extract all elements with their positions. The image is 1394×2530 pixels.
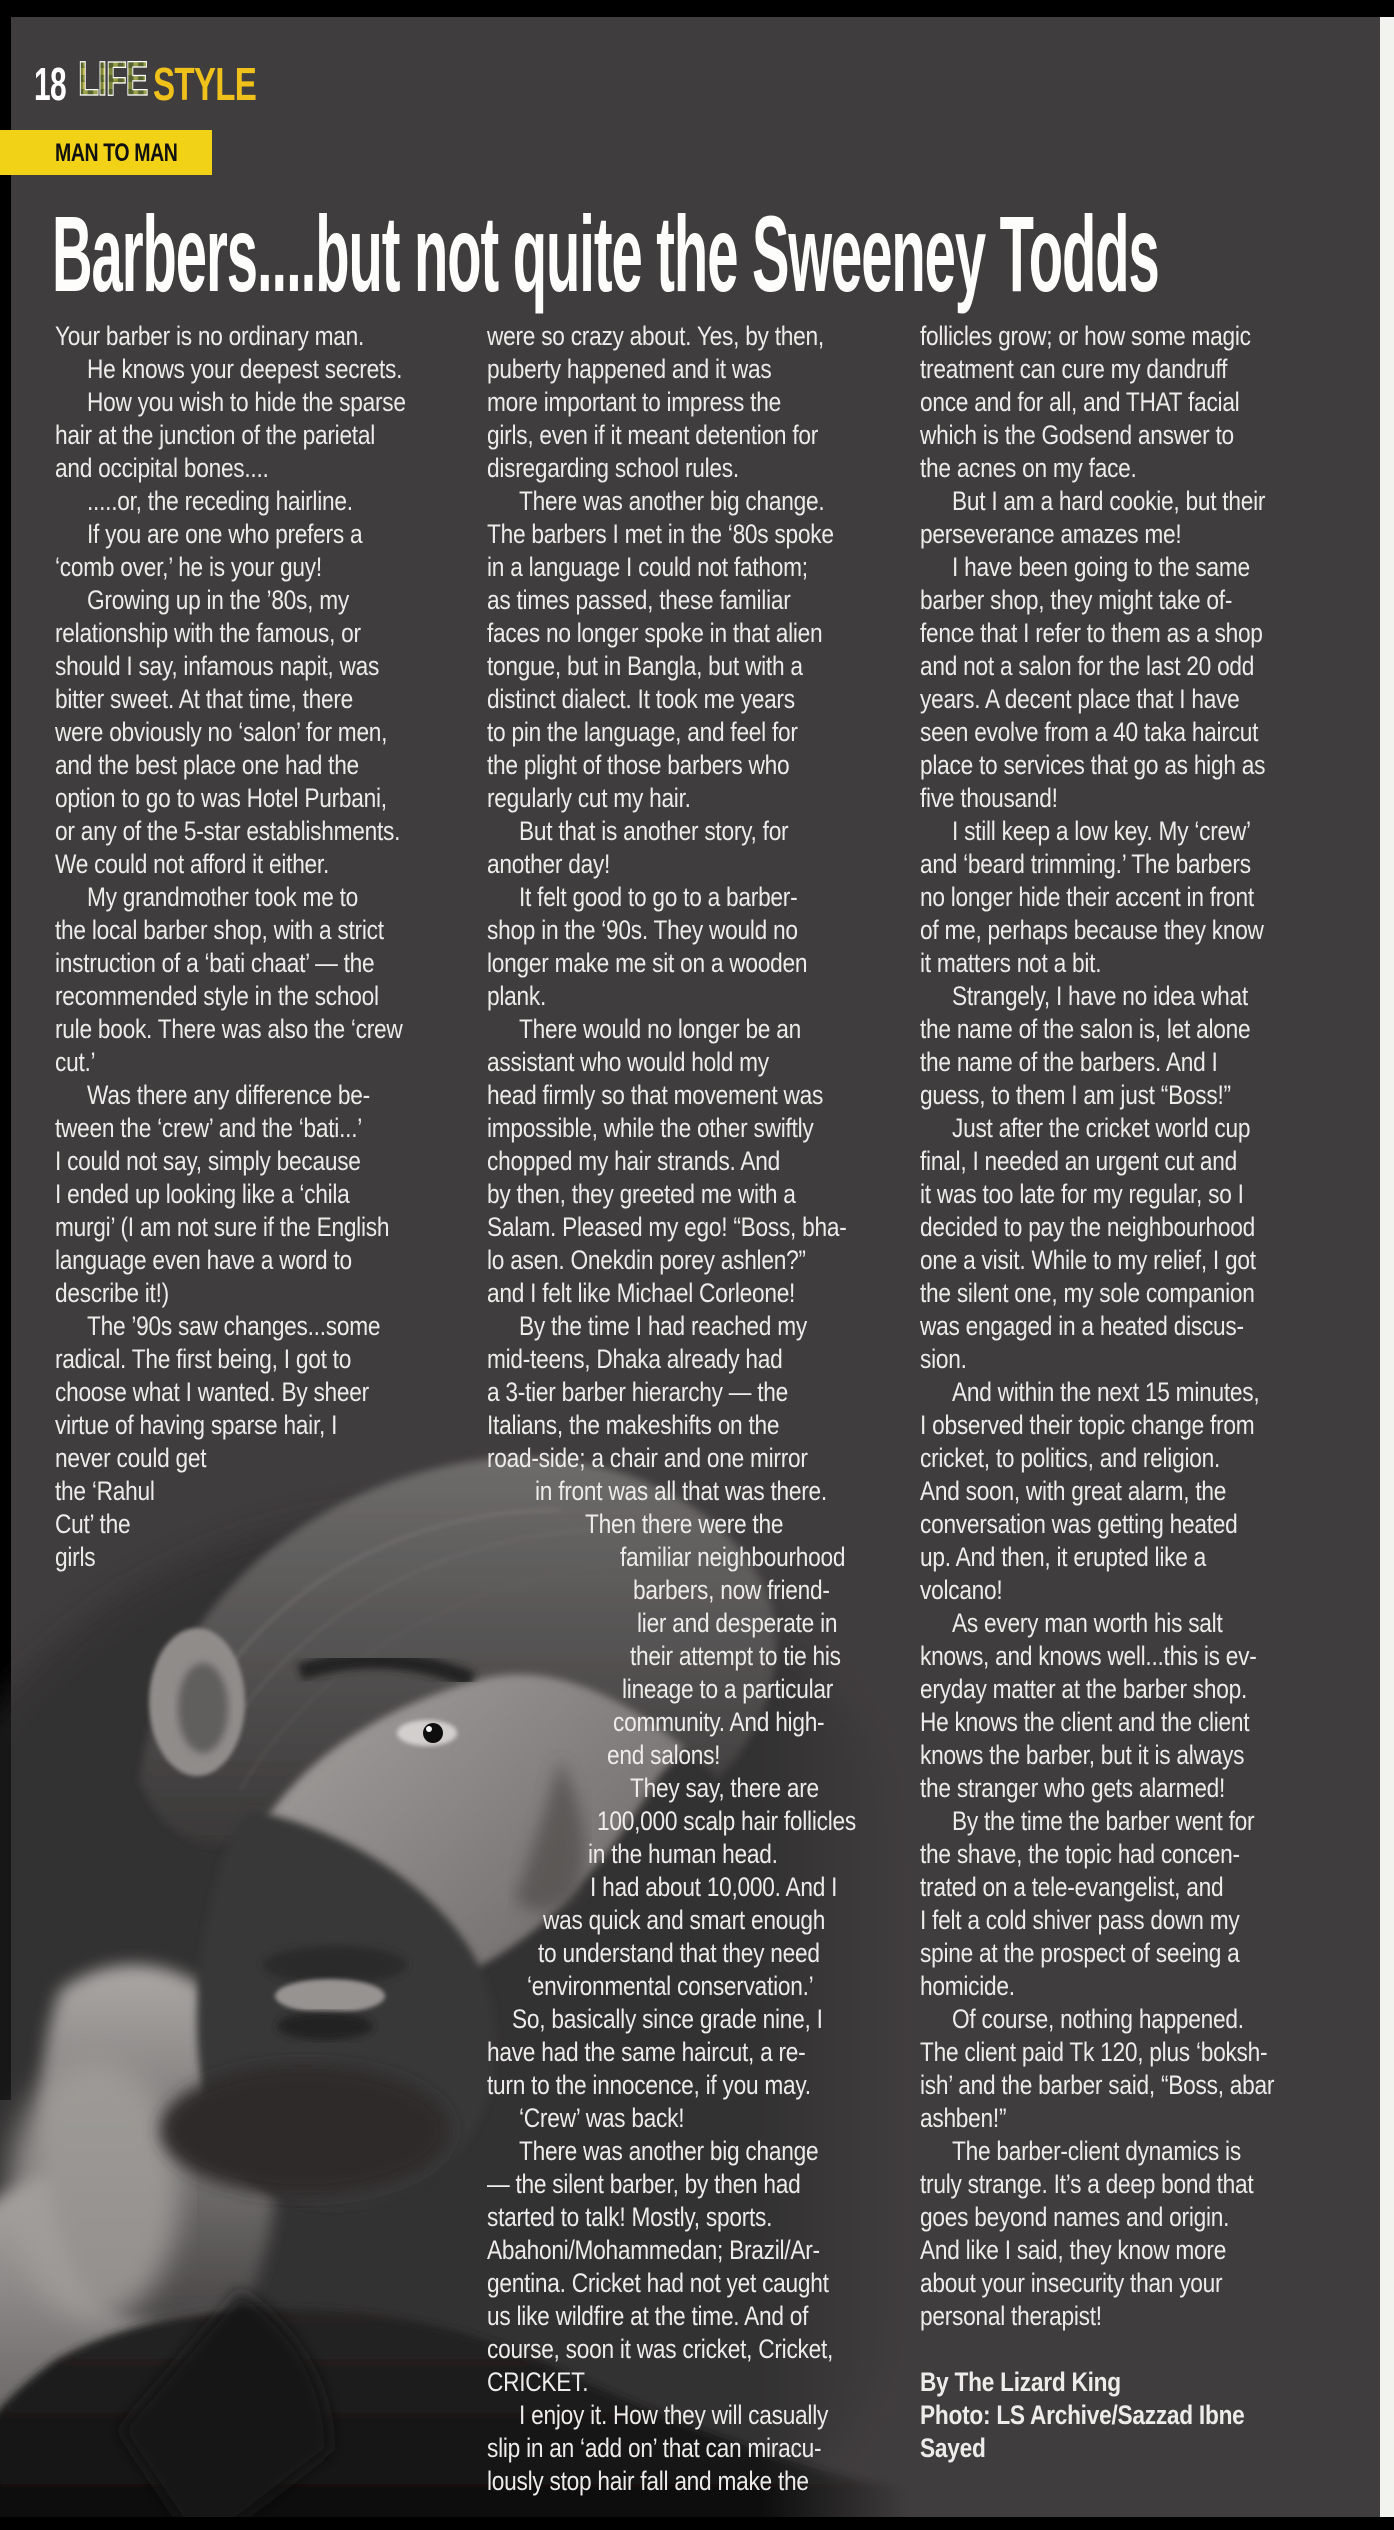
text-line: tongue, but in Bangla, but with a <box>487 651 803 681</box>
text-line: gentina. Cricket had not yet caught <box>487 2268 829 2298</box>
text-line: tween the ‘crew’ and the ‘bati...’ <box>55 1113 363 1143</box>
section-tag-bar <box>0 130 212 175</box>
text-line: They say, there are <box>630 1773 819 1803</box>
text-line: conversation was getting heated <box>920 1509 1238 1539</box>
text-line: was quick and smart enough <box>543 1905 826 1935</box>
text-line: Was there any difference be- <box>87 1080 370 1110</box>
text-line: road-side; a chair and one mirror <box>487 1443 808 1473</box>
text-line: girls <box>55 1542 96 1572</box>
text-line: ‘environmental conservation.’ <box>527 1971 814 2001</box>
text-line: Cut’ the <box>55 1509 131 1539</box>
text-line: more important to impress the <box>487 387 781 417</box>
lifestyle-logo-style: STYLE <box>153 58 257 110</box>
text-line: radical. The first being, I got to <box>55 1344 352 1374</box>
text-line: recommended style in the school <box>55 981 379 1011</box>
text-line: faces no longer spoke in that alien <box>487 618 823 648</box>
text-line: And like I said, they know more <box>920 2235 1227 2265</box>
text-line: 100,000 scalp hair follicles <box>597 1806 856 1836</box>
text-line: barber shop, they might take of- <box>920 585 1233 615</box>
text-line: The barber-client dynamics is <box>952 2136 1241 2166</box>
text-line: perseverance amazes me! <box>920 519 1182 549</box>
text-line: — the silent barber, by then had <box>487 2169 801 2199</box>
article-column-3 <box>920 320 1334 2465</box>
text-line: ‘comb over,’ he is your guy! <box>55 552 322 582</box>
text-line: By the time the barber went for <box>952 1806 1255 1836</box>
top-black-edge <box>0 0 1394 17</box>
text-line: five thousand! <box>920 783 1058 813</box>
text-line: I could not say, simply because <box>55 1146 361 1176</box>
text-line: There would no longer be an <box>519 1014 801 1044</box>
text-line: As every man worth his salt <box>952 1608 1223 1638</box>
text-line: cut.’ <box>55 1047 96 1077</box>
text-line: Then there were the <box>585 1509 784 1539</box>
text-line: truly strange. It’s a deep bond that <box>920 2169 1254 2199</box>
text-line: slip in an ‘add on’ that can miracu- <box>487 2433 822 2463</box>
text-line: and not a salon for the last 20 odd <box>920 651 1255 681</box>
text-line: I observed their topic change from <box>920 1410 1255 1440</box>
text-line: in front was all that was there. <box>535 1476 827 1506</box>
text-line: mid-teens, Dhaka already had <box>487 1344 783 1374</box>
text-line: another day! <box>487 849 611 879</box>
text-line: to understand that they need <box>538 1938 820 1968</box>
text-line: personal therapist! <box>920 2301 1102 2331</box>
text-line: I still keep a low key. My ‘crew’ <box>952 816 1251 846</box>
text-line <box>920 2333 1268 2366</box>
text-line: relationship with the famous, or <box>55 618 361 648</box>
text-line: plank. <box>487 981 547 1011</box>
text-line: knows the barber, but it is always <box>920 1740 1245 1770</box>
text-line: choose what I wanted. By sheer <box>55 1377 369 1407</box>
text-line: the name of the salon is, let alone <box>920 1014 1251 1044</box>
text-line: Just after the cricket world cup <box>952 1113 1251 1143</box>
text-line: were so crazy about. Yes, by then, <box>487 321 824 351</box>
text-line: trated on a tele-evangelist, and <box>920 1872 1224 1902</box>
text-line: By the time I had reached my <box>519 1311 807 1341</box>
text-line: the ‘Rahul <box>55 1476 155 1506</box>
text-line: The ’90s saw changes...some <box>87 1311 381 1341</box>
text-line: Photo: LS Archive/Sazzad Ibne <box>920 2400 1245 2430</box>
text-line: one a visit. While to my relief, I got <box>920 1245 1256 1275</box>
text-line: in a language I could not fathom; <box>487 552 808 582</box>
text-line: ashben!” <box>920 2103 1007 2133</box>
text-line: of me, perhaps because they know <box>920 915 1264 945</box>
text-line: girls, even if it meant detention for <box>487 420 819 450</box>
text-line: started to talk! Mostly, sports. <box>487 2202 773 2232</box>
text-line: murgi’ (I am not sure if the English <box>55 1212 390 1242</box>
text-line: virtue of having sparse hair, I <box>55 1410 338 1440</box>
text-line: bitter sweet. At that time, there <box>55 684 354 714</box>
text-line: a 3-tier barber hierarchy — the <box>487 1377 789 1407</box>
text-line: lier and desperate in <box>637 1608 838 1638</box>
text-line: and I felt like Michael Corleone! <box>487 1278 796 1308</box>
text-line: puberty happened and it was <box>487 354 772 384</box>
text-line: impossible, while the other swiftly <box>487 1113 814 1143</box>
text-line: should I say, infamous napit, was <box>55 651 380 681</box>
right-white-page-edge <box>1380 17 1394 2517</box>
text-line: homicide. <box>920 1971 1015 2001</box>
text-line: turn to the innocence, if you may. <box>487 2070 811 2100</box>
text-line: regularly cut my hair. <box>487 783 691 813</box>
text-line: lo asen. Onekdin porey ashlen?” <box>487 1245 806 1275</box>
text-line: barbers, now friend- <box>633 1575 830 1605</box>
text-line: But that is another story, for <box>519 816 789 846</box>
text-line: Your barber is no ordinary man. <box>55 321 365 351</box>
text-line: I felt a cold shiver pass down my <box>920 1905 1240 1935</box>
text-line: CRICKET. <box>487 2367 589 2397</box>
text-line: Salam. Pleased my ego! “Boss, bha- <box>487 1212 847 1242</box>
text-line: There was another big change. <box>519 486 825 516</box>
text-line: volcano! <box>920 1575 1003 1605</box>
text-line: Italians, the makeshifts on the <box>487 1410 780 1440</box>
text-line: I ended up looking like a ‘chila <box>55 1179 350 1209</box>
article-headline: Barbers....but not quite the Sweeney Todds <box>52 193 1159 314</box>
text-line: it was too late for my regular, so I <box>920 1179 1244 1209</box>
text-line: spine at the prospect of seeing a <box>920 1938 1240 1968</box>
text-line: My grandmother took me to <box>87 882 359 912</box>
text-line: place to services that go as high as <box>920 750 1266 780</box>
text-line: follicles grow; or how some magic <box>920 321 1251 351</box>
text-line: once and for all, and THAT facial <box>920 387 1240 417</box>
text-line: the silent one, my sole companion <box>920 1278 1255 1308</box>
text-line: instruction of a ‘bati chaat’ — the <box>55 948 375 978</box>
page-number: 18 <box>34 58 66 110</box>
text-line: If you are one who prefers a <box>87 519 363 549</box>
text-line: He knows the client and the client <box>920 1707 1250 1737</box>
text-line: guess, to them I am just “Boss!” <box>920 1080 1231 1110</box>
text-line: And soon, with great alarm, the <box>920 1476 1227 1506</box>
text-line: the shave, the topic had concen- <box>920 1839 1240 1869</box>
text-line: ish’ and the barber said, “Boss, abar <box>920 2070 1275 2100</box>
text-line: or any of the 5-star establishments. <box>55 816 401 846</box>
text-line: the local barber shop, with a strict <box>55 915 384 945</box>
text-line: disregarding school rules. <box>487 453 739 483</box>
text-line: option to go to was Hotel Purbani, <box>55 783 387 813</box>
text-line: language even have a word to <box>55 1245 352 1275</box>
text-line: fence that I refer to them as a shop <box>920 618 1263 648</box>
text-line: as times passed, these familiar <box>487 585 791 615</box>
text-line: cricket, to politics, and religion. <box>920 1443 1221 1473</box>
text-line: the acnes on my face. <box>920 453 1137 483</box>
text-line: And within the next 15 minutes, <box>952 1377 1260 1407</box>
text-line: to pin the language, and feel for <box>487 717 798 747</box>
text-line: course, soon it was cricket, Cricket, <box>487 2334 834 2364</box>
text-line: never could get <box>55 1443 207 1473</box>
text-line: We could not afford it either. <box>55 849 330 879</box>
text-line: up. And then, it erupted like a <box>920 1542 1206 1572</box>
text-line: I enjoy it. How they will casually <box>519 2400 829 2430</box>
text-line: How you wish to hide the sparse <box>87 387 406 417</box>
bottom-black-edge <box>0 2517 1394 2530</box>
text-line: and ‘beard trimming.’ The barbers <box>920 849 1251 879</box>
text-line: and occipital bones.... <box>55 453 269 483</box>
text-line: Sayed <box>920 2433 986 2463</box>
text-line: us like wildfire at the time. And of <box>487 2301 809 2331</box>
logo-life-text: LIFE <box>78 54 148 104</box>
text-line: head firmly so that movement was <box>487 1080 824 1110</box>
text-line: treatment can cure my dandruff <box>920 354 1228 384</box>
text-line: the plight of those barbers who <box>487 750 790 780</box>
text-line: The barbers I met in the ‘80s spoke <box>487 519 834 549</box>
text-line: about your insecurity than your <box>920 2268 1223 2298</box>
text-line: I have been going to the same <box>952 552 1250 582</box>
text-line: years. A decent place that I have <box>920 684 1240 714</box>
text-line: in the human head. <box>588 1839 778 1869</box>
text-line: The client paid Tk 120, plus ‘boksh- <box>920 2037 1268 2067</box>
text-line: no longer hide their accent in front <box>920 882 1254 912</box>
text-line: the name of the barbers. And I <box>920 1047 1218 1077</box>
text-line: I had about 10,000. And I <box>590 1872 838 1902</box>
text-line: end salons! <box>607 1740 721 1770</box>
text-line: goes beyond names and origin. <box>920 2202 1230 2232</box>
text-line: By The Lizard King <box>920 2367 1121 2397</box>
text-line: It felt good to go to a barber- <box>519 882 798 912</box>
text-line: Growing up in the ’80s, my <box>87 585 349 615</box>
text-line: sion. <box>920 1344 967 1374</box>
text-line: their attempt to tie his <box>630 1641 841 1671</box>
text-line: seen evolve from a 40 taka haircut <box>920 717 1259 747</box>
section-tag-label: MAN TO MAN <box>55 139 178 167</box>
text-line: decided to pay the neighbourhood <box>920 1212 1255 1242</box>
text-line: longer make me sit on a wooden <box>487 948 808 978</box>
text-line: Abahoni/Mohammedan; Brazil/Ar- <box>487 2235 820 2265</box>
text-line: final, I needed an urgent cut and <box>920 1146 1238 1176</box>
text-line: He knows your deepest secrets. <box>87 354 403 384</box>
text-line: hair at the junction of the parietal <box>55 420 376 450</box>
text-line: ‘Crew’ was back! <box>519 2103 685 2133</box>
text-line: familiar neighbourhood <box>620 1542 846 1572</box>
text-line: was engaged in a heated discus- <box>920 1311 1244 1341</box>
text-line: were obviously no ‘salon’ for men, <box>55 717 388 747</box>
text-line: So, basically since grade nine, I <box>512 2004 823 2034</box>
text-line: lously stop hair fall and make the <box>487 2466 809 2496</box>
text-line: .....or, the receding hairline. <box>87 486 353 516</box>
text-line: assistant who would hold my <box>487 1047 769 1077</box>
text-line: the stranger who gets alarmed! <box>920 1773 1226 1803</box>
text-line: Of course, nothing happened. <box>952 2004 1244 2034</box>
text-line: distinct dialect. It took me years <box>487 684 795 714</box>
text-line: eryday matter at the barber shop. <box>920 1674 1248 1704</box>
text-line: which is the Godsend answer to <box>920 420 1234 450</box>
text-line: Strangely, I have no idea what <box>952 981 1248 1011</box>
article-column-1 <box>55 320 469 1574</box>
article-column-2 <box>487 320 901 2498</box>
text-line: rule book. There was also the ‘crew <box>55 1014 403 1044</box>
text-line: But I am a hard cookie, but their <box>952 486 1266 516</box>
text-line: community. And high- <box>613 1707 825 1737</box>
text-line: and the best place one had the <box>55 750 359 780</box>
text-line: There was another big change <box>519 2136 819 2166</box>
text-line: it matters not a bit. <box>920 948 1102 978</box>
text-line: describe it!) <box>55 1278 169 1308</box>
text-line: have had the same haircut, a re- <box>487 2037 806 2067</box>
text-line: knows, and knows well...this is ev- <box>920 1641 1257 1671</box>
text-line: chopped my hair strands. And <box>487 1146 781 1176</box>
text-line: shop in the ‘90s. They would no <box>487 915 798 945</box>
text-line: lineage to a particular <box>622 1674 834 1704</box>
text-line: by then, they greeted me with a <box>487 1179 796 1209</box>
